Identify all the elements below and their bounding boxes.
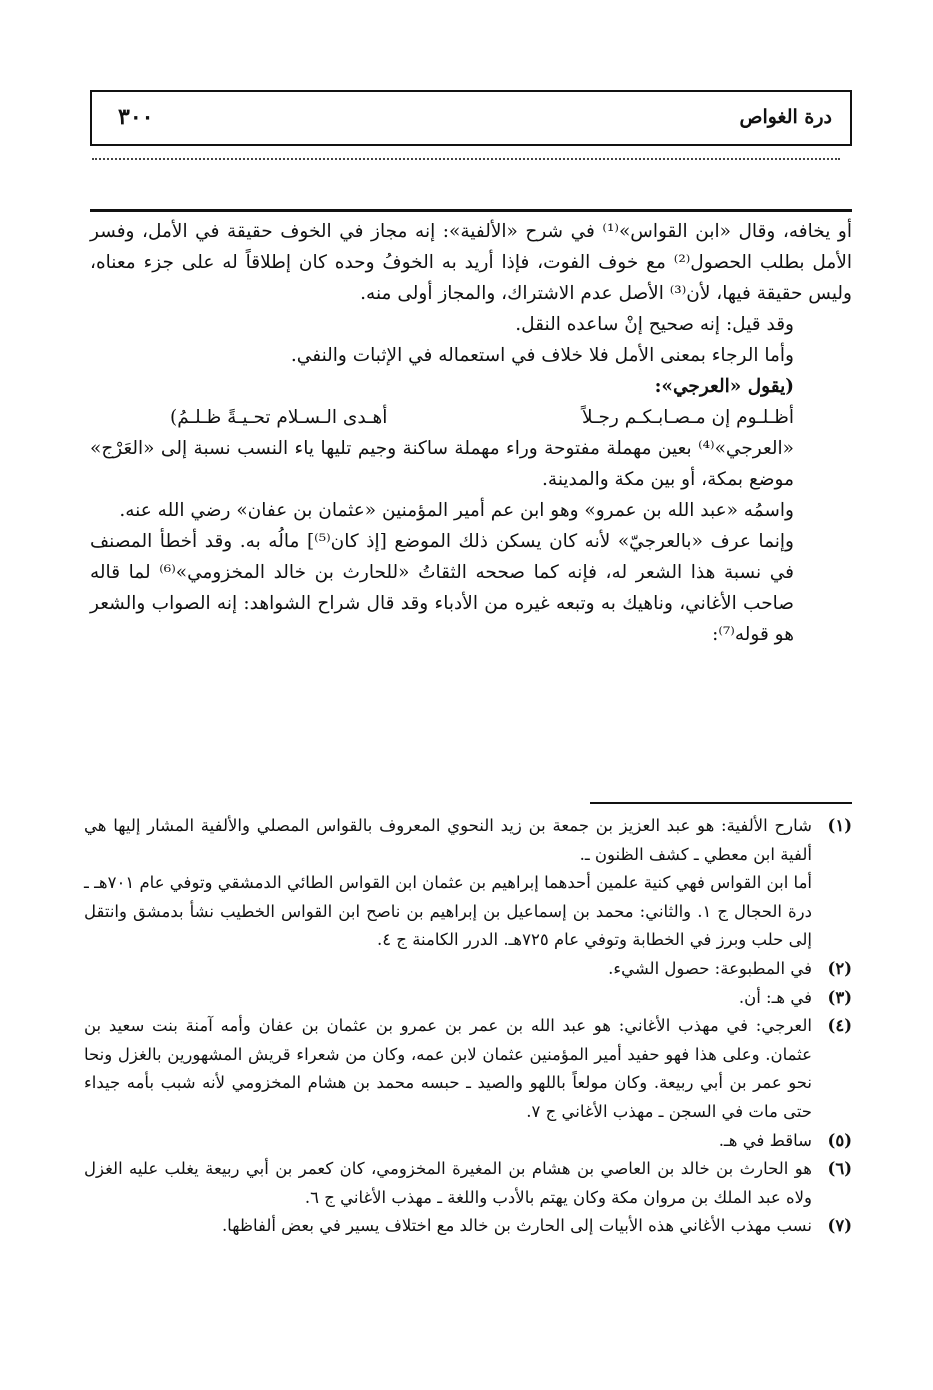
- footnote-number: (١): [827, 816, 852, 835]
- paragraph: أو يخافه، وقال «ابن القواس»⁽¹⁾ في شرح «الألفية»: إنه مجاز في الخوف حقيقة في الأمل، وفسر الأمل بطلب الحصول⁽²⁾ مع خوف الفوت، فإذا أريد به الخوفُ وحده كان إطلاقاً له على جزء معناه، وليس حقيقة فيها، لأن⁽³⁾ الأصل عدم الاشتراك، والمجاز أولى منه.: [90, 221, 853, 304]
- main-text: [90, 216, 852, 650]
- verse-second-hemistich: أهـدى الـسـلام تحـيـةً ظـلـمُ): [170, 407, 388, 428]
- footnote-text: ساقط في هـ.: [718, 1130, 812, 1150]
- footnote-rule: [590, 802, 852, 804]
- dotted-separator: [92, 158, 840, 160]
- paragraph: وقد قيل: إنه صحيح إنْ ساعده النقل.: [515, 314, 794, 335]
- footnote-text: شارح الألفية: هو عبد العزيز بن جمعة بن زيد النحوي المعروف بالقواس المصلي والألفية المشار إليها هي ألفية ابن معطي ـ كشف الظنون ـ.: [84, 816, 812, 864]
- footnote: [84, 812, 852, 955]
- footnote-text: في هـ: أن.: [738, 987, 812, 1007]
- section-heading: (يقول «العرجي»:: [654, 376, 794, 397]
- footnotes: [84, 812, 852, 1241]
- footnote-text: في المطبوعة: حصول الشيء.: [608, 958, 812, 978]
- footnote-text: أما ابن القواس فهي كنية علمين أحدهما إبراهيم بن عثمان ابن القواس الطائي الدمشقي وتوفي عام ٧٠١هـ ـ درة الحجال ج ١. والثاني: محمد بن إسماعيل بن إبراهيم بن ناصح ابن القواس الخطيب نشأ بدمشق وانتقل إلى حلب وبرز في الخطابة وتوفي عام ٧٢٥هـ. الدرر الكامنة ج ٤.: [84, 873, 812, 950]
- footnote: [84, 1012, 852, 1126]
- footnote: [84, 1155, 852, 1212]
- footnote: [84, 955, 852, 984]
- poem-verse: [90, 402, 852, 433]
- footnote-text: نسب مهذب الأغاني هذه الأبيات إلى الحارث بن خالد مع اختلاف يسير في بعض ألفاظها.: [221, 1216, 812, 1236]
- paragraph: وإنما عرف «بالعرجيّ» لأنه كان يسكن ذلك الموضع [إذ كان⁽⁵⁾] مالُه به. وقد أخطأ المصنف في نسبة هذا الشعر له، فإنه كما صححه الثقاتُ «للحارث بن خالد المخزومي»⁽⁶⁾ لما قاله صاحب الأغاني، وناهيك به وتبعه غيره من الأدباء وقد قال شراح الشواهد: إنه الصواب والشعر هو قوله⁽⁷⁾:: [90, 531, 795, 645]
- top-rule: [90, 209, 852, 212]
- page-header: [90, 90, 852, 146]
- paragraph: «العرجي»⁽⁴⁾ بعين مهملة مفتوحة وراء مهملة ساكنة وجيم تليها ياء النسب نسبة إلى «العَرْج» موضع بمكة، أو بين مكة والمدينة.: [90, 438, 794, 490]
- footnote-text: العرجي: في مهذب الأغاني: هو عبد الله بن عمر بن عمرو بن عثمان بن عفان وأمه آمنة بنت سعيد بن عثمان. وعلى هذا فهو حفيد أمير المؤمنين عثمان لابن عمه، وكان من شعراء قريش المشهورين بالغزل ونحا نحو عمر بن أبي ربيعة. وكان مولعاً باللهو والصيد ـ حبسه محمد بن هشام المخزومي لأنه شبب بأمه جيداء حتى مات في السجن ـ مهذب الأغاني ج ٧.: [84, 1016, 812, 1121]
- footnote: [84, 1127, 852, 1156]
- footnote-number: (٢): [827, 958, 852, 978]
- paragraph: واسمُه «عبد الله بن عمرو» وهو ابن عم أمير المؤمنين «عثمان بن عفان» رضي الله عنه.: [119, 500, 794, 521]
- footnote-number: (٧): [827, 1216, 852, 1236]
- verse-first-hemistich: أظـلـوم إن مـصـابـكـم رجـلاً: [582, 407, 794, 428]
- footnote: [84, 1212, 852, 1241]
- running-title: درة الغواص: [739, 106, 832, 128]
- footnote: [84, 984, 852, 1013]
- page-number: ٣٠٠: [118, 104, 154, 130]
- footnote-number: (٤): [827, 1016, 852, 1036]
- footnote-number: (٥): [827, 1130, 852, 1150]
- paragraph: وأما الرجاء بمعنى الأمل فلا خلاف في استعماله في الإثبات والنفي.: [290, 345, 794, 366]
- footnote-number: (٦): [827, 1159, 852, 1179]
- footnote-number: (٣): [827, 987, 852, 1007]
- footnote-text: هو الحارث بن خالد بن العاصي بن هشام بن المغيرة المخزومي، كان كعمر بن أبي ربيعة يغلب عليه الغزل ولاه عبد الملك بن مروان مكة وكان يهتم بالأدب واللغة ـ مهذب الأغاني ج ٦.: [84, 1159, 812, 1207]
